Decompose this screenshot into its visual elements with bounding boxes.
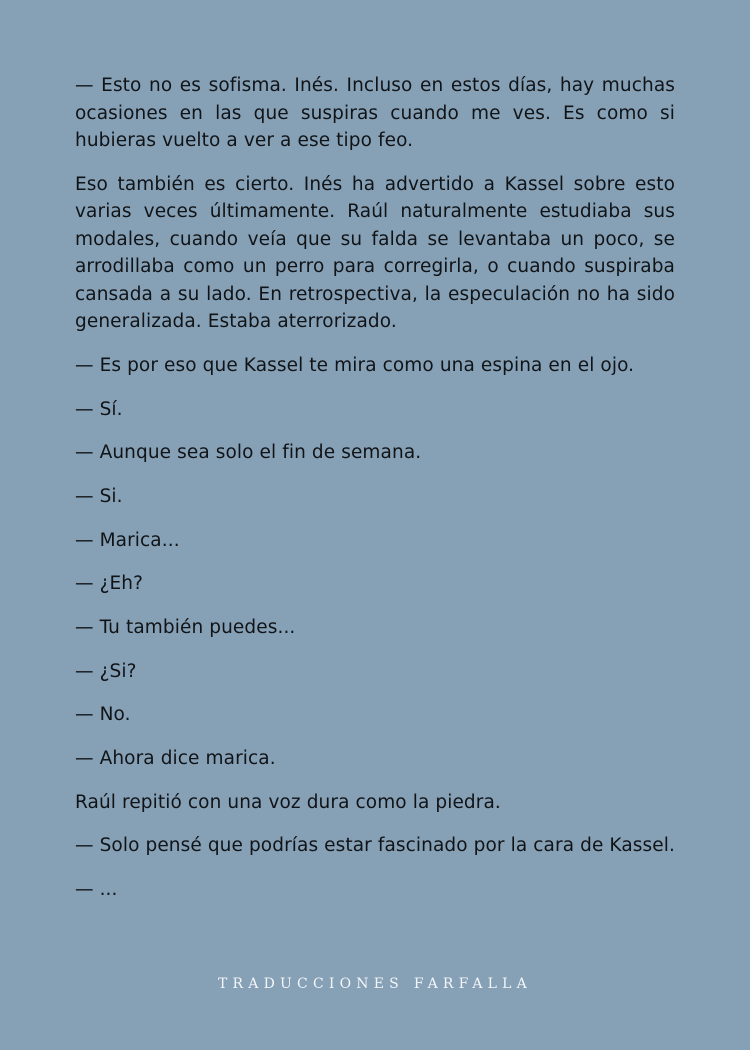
paragraph-4: — Sí.: [75, 398, 123, 420]
paragraph-15: — ...: [75, 879, 118, 901]
paragraph-5: — Aunque sea solo el fin de semana.: [75, 442, 422, 464]
footer-word-farfalla: FARFALLA: [413, 976, 532, 992]
page-footer: [0, 976, 750, 992]
paragraph-7: — Marica...: [75, 529, 180, 551]
paragraph-9: — Tu también puedes...: [75, 617, 296, 638]
paragraph-6: — Si.: [75, 485, 123, 507]
paragraph-8: — ¿Eh?: [75, 573, 144, 595]
paragraph-12: — Ahora dice marica.: [75, 748, 276, 770]
paragraph-14: — Solo pensé que podrías estar fascinado por la cara de Kassel.: [75, 835, 675, 857]
paragraph-13: Raúl repitió con una voz dura como la piedra.: [75, 791, 501, 813]
paragraph-1: — Esto no es sofisma. Inés. Incluso en estos días, hay muchas ocasiones en las que suspiras cuando me ves. Es como si hubieras vuelto a ver a ese tipo feo.: [75, 75, 675, 151]
paragraph-10: — ¿Si?: [75, 660, 137, 682]
document-body: [75, 72, 675, 920]
paragraph-11: — No.: [75, 704, 131, 726]
footer-word-traducciones: TRADUCCIONES: [218, 976, 404, 992]
paragraph-3: — Es por eso que Kassel te mira como una espina en el ojo.: [75, 354, 635, 376]
paragraph-2: Eso también es cierto. Inés ha advertido a Kassel sobre esto varias veces últimamente. Raúl naturalmente estudiaba sus modales, cuando veía que su falda se levantaba un poco, se arrodillaba como un perro para corregirla, o cuando suspiraba cansada a su lado. En retrospectiva, la especulación no ha sido generalizada. Estaba aterrorizado.: [75, 173, 675, 333]
